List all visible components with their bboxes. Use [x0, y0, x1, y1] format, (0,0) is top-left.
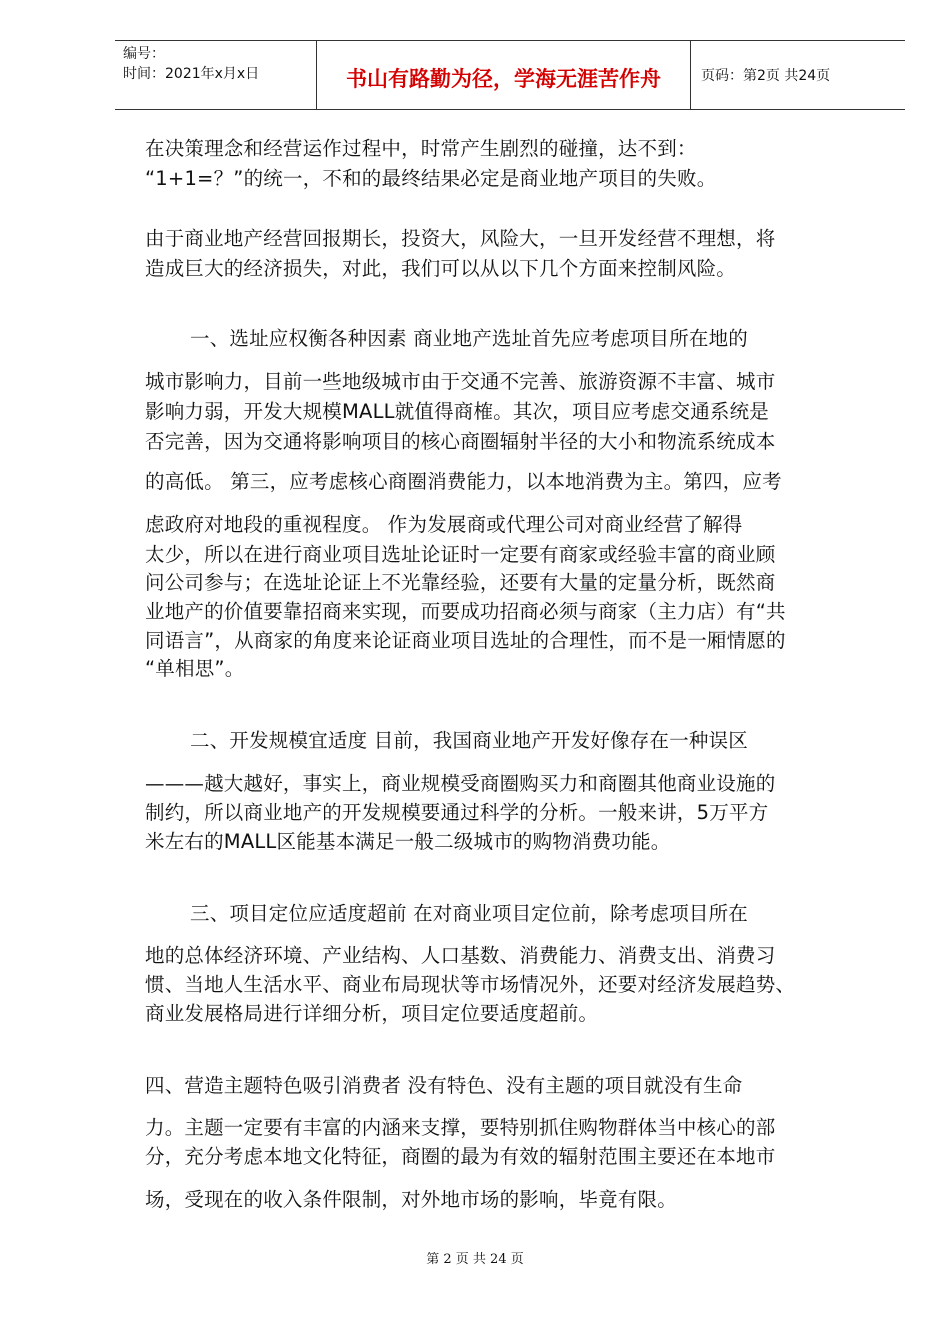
text-line: “单相思”。 [145, 657, 245, 680]
text-line: 问公司参与；在选址论证上不光靠经验，还要有大量的定量分析，既然商 [145, 571, 776, 594]
serial-label: 编号： [123, 46, 165, 62]
header-meta-cell [115, 41, 315, 109]
text-line: 同语言”，从商家的角度来论证商业项目选址的合理性，而不是一厢情愿的 [145, 629, 786, 652]
page-footer: 第 2 页 共 24 页 [426, 1252, 524, 1267]
text-line: 影响力弱，开发大规模MALL就值得商榷。其次，项目应考虑交通系统是 [145, 400, 769, 423]
time-label: 时间：2021年x月x日 [123, 66, 260, 82]
page-info: 页码：第2页 共24页 [701, 68, 831, 84]
text-line: 否完善，因为交通将影响项目的核心商圈辐射半径的大小和物流系统成本 [145, 430, 776, 453]
text-line: 商业发展格局进行详细分析，项目定位要适度超前。 [145, 1002, 599, 1025]
motto: 书山有路勤为径，学海无涯苦作舟 [346, 66, 661, 91]
text-line: ———越大越好，事实上，商业规模受商圈购买力和商圈其他商业设施的 [145, 772, 776, 795]
text-line: 制约，所以商业地产的开发规模要通过科学的分析。一般来讲，5万平方 [145, 801, 769, 824]
text-line: 惯、当地人生活水平、商业布局现状等市场情况外，还要对经济发展趋势、 [145, 973, 796, 996]
section-heading-line: 一、选址应权衡各种因素 商业地产选址首先应考虑项目所在地的 [190, 327, 748, 350]
text-line: 力。主题一定要有丰富的内涵来支撑，要特别抓住购物群体当中核心的部 [145, 1116, 776, 1139]
section-heading-line: 三、项目定位应适度超前 在对商业项目定位前，除考虑项目所在 [190, 902, 748, 925]
text-line: 城市影响力，目前一些地级城市由于交通不完善、旅游资源不丰富、城市 [145, 370, 776, 393]
text-line: 虑政府对地段的重视程度。 作为发展商或代理公司对商业经营了解得 [145, 513, 743, 536]
text-line: 的高低。 第三，应考虑核心商圈消费能力，以本地消费为主。第四，应考 [145, 470, 782, 493]
header-motto-cell [316, 41, 691, 109]
header-page-cell [691, 41, 905, 109]
text-line: 米左右的MALL区能基本满足一般二级城市的购物消费功能。 [145, 830, 671, 853]
section-heading-line: 四、营造主题特色吸引消费者 没有特色、没有主题的项目就没有生命 [145, 1074, 743, 1097]
text-line: 由于商业地产经营回报期长，投资大，风险大，一旦开发经营不理想，将 [145, 227, 776, 250]
section-heading-line: 二、开发规模宜适度 目前，我国商业地产开发好像存在一种误区 [190, 729, 748, 752]
text-line: 业地产的价值要靠招商来实现，而要成功招商必须与商家（主力店）有“共 [145, 600, 786, 623]
text-line: 在决策理念和经营运作过程中，时常产生剧烈的碰撞，达不到： [145, 137, 697, 160]
text-line: 太少，所以在进行商业项目选址论证时一定要有商家或经验丰富的商业顾 [145, 543, 776, 566]
text-line: “1+1=？”的统一，不和的最终结果必定是商业地产项目的失败。 [145, 167, 717, 190]
text-line: 分，充分考虑本地文化特征，商圈的最为有效的辐射范围主要还在本地市 [145, 1145, 776, 1168]
text-line: 场，受现在的收入条件限制，对外地市场的影响，毕竟有限。 [145, 1188, 677, 1211]
text-line: 地的总体经济环境、产业结构、人口基数、消费能力、消费支出、消费习 [145, 944, 776, 967]
text-line: 造成巨大的经济损失，对此，我们可以从以下几个方面来控制风险。 [145, 257, 737, 280]
page-header [115, 40, 905, 110]
